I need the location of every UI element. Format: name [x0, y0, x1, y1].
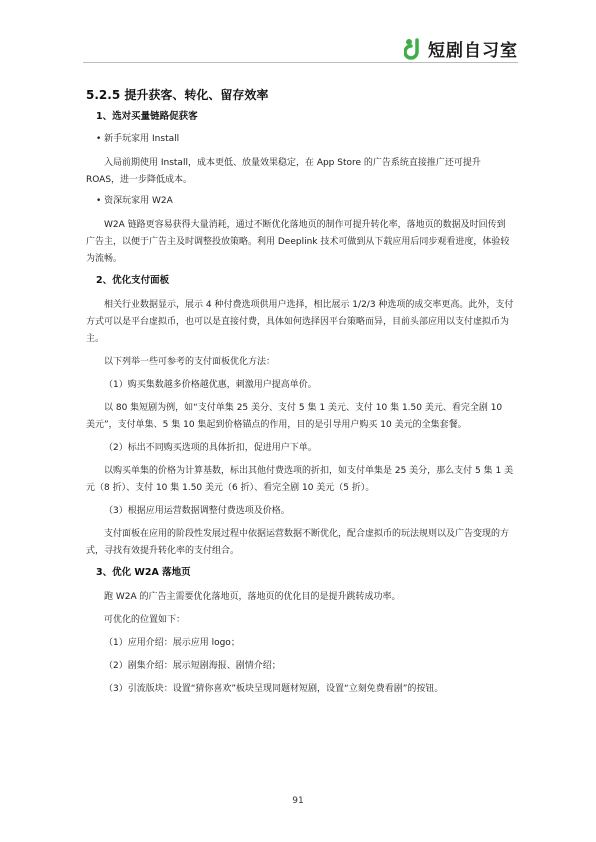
paragraph: W2A 链路更容易获得大量消耗，通过不断优化落地页的制作可提升转化率，落地页的数据及时回传到广告主，以便于广告主及时调整投放策略。利用 Deeplink 技术可做到从下载应用后同步观看进度，体验较为流畅。	[86, 220, 510, 264]
page-number: 91	[292, 796, 304, 806]
bullet-item: • 新手玩家用 Install	[96, 134, 180, 144]
paragraph: 可优化的位置如下：	[104, 615, 186, 625]
paragraph: 相关行业数据显示，展示 4 种付费选项供用户选择，相比展示 1/2/3 种选项的成交率更高。此外，支付方式可以是平台虚拟币，也可以是直接付费，具体如何选择因平台策略而异，目前头部应用以支付虚拟币为主。	[86, 300, 514, 344]
brand-logo-icon	[404, 38, 424, 60]
bullet-item: • 资深玩家用 W2A	[96, 196, 173, 206]
paragraph: （1）购买集数越多价格越优惠，刺激用户提高单价。	[104, 380, 317, 390]
header-divider	[83, 62, 518, 63]
paragraph: （2）剧集介绍：展示短剧海报、剧情介绍；	[104, 661, 281, 671]
paragraph: 入局前期使用 Install，成本更低、放量效果稳定，在 App Store 的广告系统直接推广还可提升 ROAS，进一步降低成本。	[86, 158, 481, 185]
paragraph: （1）应用介绍：展示应用 logo；	[104, 638, 240, 648]
section-title: 5.2.5 提升获客、转化、留存效率	[86, 88, 269, 102]
page-content	[86, 86, 514, 704]
paragraph: 以下列举一些可参考的支付面板优化方法：	[104, 357, 276, 367]
page-header	[0, 0, 596, 64]
paragraph: 以 80 集短剧为例，如“支付单集 25 美分、支付 5 集 1 美元、支付 10 集 1.50 美元、看完全剧 10 美元”，支付单集、5 集 10 集起到价格锚点的作用，目的是引导用户购买 10 美元的全集套餐。	[86, 403, 503, 430]
subsection-heading: 3、优化 W2A 落地页	[96, 567, 191, 578]
paragraph: （3）引流版块：设置“猜你喜欢”板块呈现同题材短剧，设置“立刻免费看剧”的按钮。	[104, 684, 444, 694]
paragraph: （2）标出不同购买选项的具体折扣，促进用户下单。	[104, 443, 317, 453]
paragraph: 支付面板在应用的阶段性发展过程中依据运营数据不断优化，配合虚拟币的玩法规则以及广告变现的方式，寻找有效提升转化率的支付组合。	[86, 529, 510, 556]
paragraph: （3）根据应用运营数据调整付费选项及价格。	[104, 506, 290, 516]
brand-name: 短剧自习室	[428, 41, 518, 61]
subsection-heading: 2、优化支付面板	[96, 275, 170, 286]
paragraph: 以购买单集的价格为计算基数，标出其他付费选项的折扣，如支付单集是 25 美分，那么支付 5 集 1 美元（8 折）、支付 10 集 1.50 美元（6 折）、看完全剧 10 美元（5 折）。	[86, 466, 514, 493]
brand-logo	[404, 36, 518, 61]
subsection-heading: 1、选对买量链路促获客	[96, 111, 198, 122]
paragraph: 跑 W2A 的广告主需要优化落地页，落地页的优化目的是提升跳转成功率。	[104, 592, 401, 602]
